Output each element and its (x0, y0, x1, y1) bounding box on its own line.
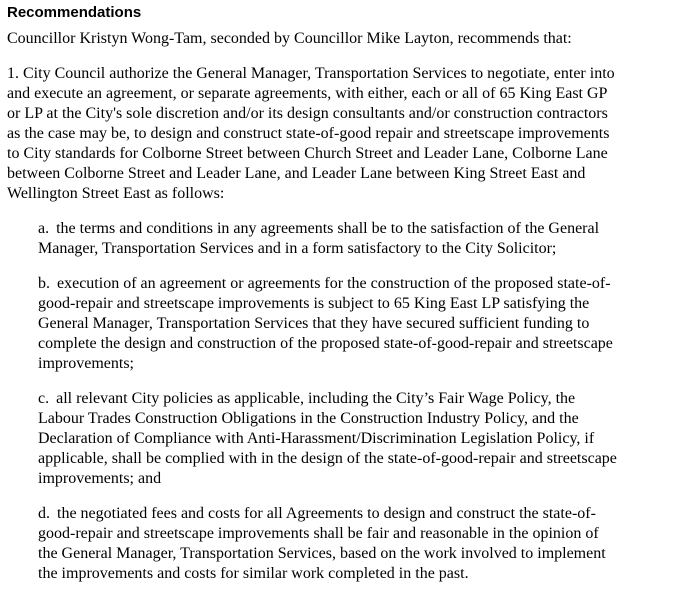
item-label: a. (38, 220, 50, 237)
intro-paragraph: Councillor Kristyn Wong-Tam, seconded by Councillor Mike Layton, recommends that: (7, 30, 572, 47)
item-label: d. (38, 505, 50, 522)
recommendation-item-a (38, 219, 620, 259)
item-label: b. (38, 275, 50, 292)
item-text: all relevant City policies as applicable, including the City’s Fair Wage Policy, the Labour Trades Construction Obligations in the Construction Industry Policy, and the Declaration of Compliance with Anti-Harassment/Discrimination Legislation Policy, if applicable, shall be complied with in the design of the state-of-good-repair and streetscape improvements; and (38, 390, 617, 487)
item-text: the terms and conditions in any agreements shall be to the satisfaction of the General Manager, Transportation Services and in a form satisfactory to the City Solicitor; (38, 220, 600, 257)
item-text: the negotiated fees and costs for all Agreements to design and construct the state-of-good-repair and streetscape improvements shall be fair and reasonable in the opinion of the General Manager, Transportation Services, based on the work involved to implement the improvements and costs for similar work completed in the past. (38, 505, 606, 582)
recommendation-1-paragraph (7, 64, 619, 204)
recommendation-number: 1. (7, 65, 19, 82)
item-label: c. (38, 390, 50, 407)
recommendation-text: City Council authorize the General Manager, Transportation Services to negotiate, enter into and execute an agreement, or separate agreements, with either, each or all of 65 King East GP or LP at the City's sole discretion and/or its design consultants and/or construction contractors as the case may be, to design and construct state-of-good repair and streetscape improvements to City standards for Colborne Street between Church Street and Leader Lane, Colborne Lane between Colborne Street and Leader Lane, and Leader Lane between King Street East and Wellington Street East as follows: (7, 65, 615, 202)
item-text: execution of an agreement or agreements for the construction of the proposed state-of-good-repair and streetscape improvements is subject to 65 King East LP satisfying the General Manager, Transportation Services that they have secured sufficient funding to complete the design and construction of the proposed state-of-good-repair and streetscape improvements; (38, 275, 613, 372)
recommendation-item-d (38, 504, 620, 584)
recommendations-heading: Recommendations (7, 4, 142, 21)
recommendation-item-c (38, 389, 620, 489)
recommendation-item-b (38, 274, 620, 374)
